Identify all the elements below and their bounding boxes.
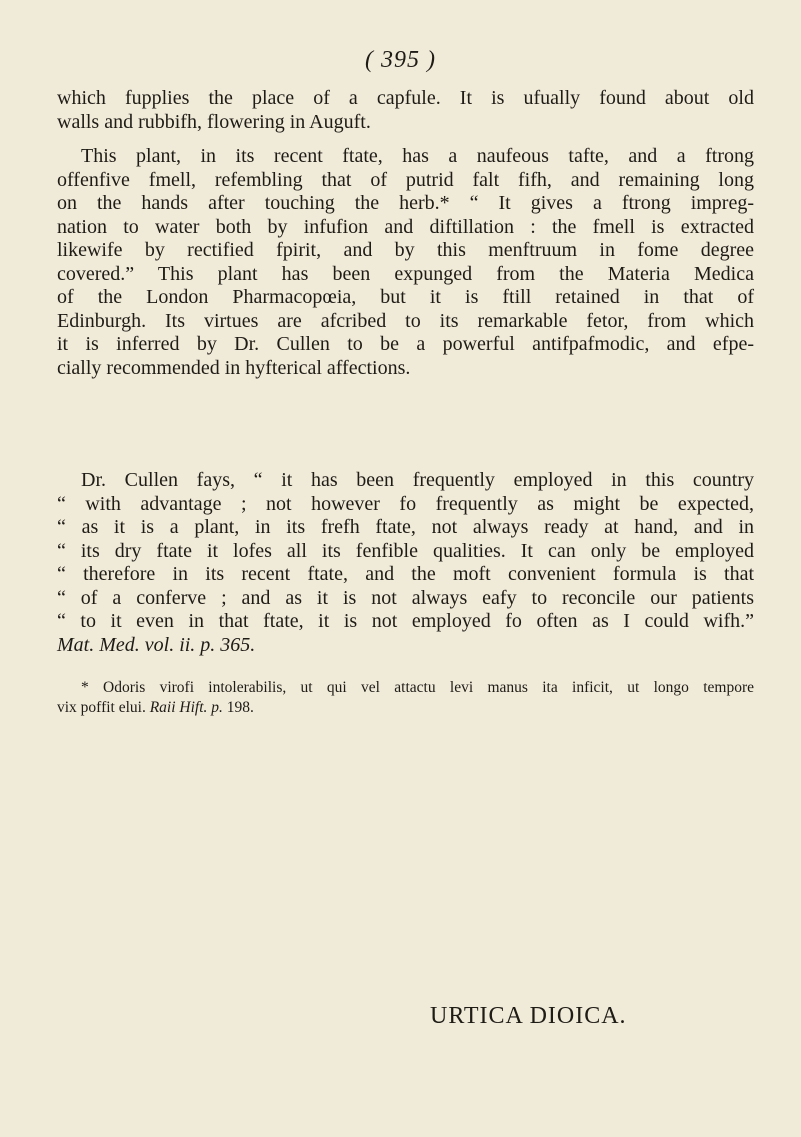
footnote [57, 678, 754, 718]
text-line: covered.” This plant has been expunged from the Materia Medica [57, 262, 754, 285]
text-line: walls and rubbifh, flowering in Auguft. [57, 110, 371, 133]
paragraph-3 [57, 469, 754, 657]
citation-text: Mat. Med. vol. ii. p. 365. [57, 633, 256, 656]
text-line: Edinburgh. Its virtues are afcribed to its remarkable fetor, from which [57, 309, 754, 332]
paragraph-1 [57, 87, 754, 134]
text-line: on the hands after touching the herb.* “ It gives a ftrong impreg- [57, 192, 754, 214]
text-line: “ its dry ftate it lofes all its fenfible qualities. It can only be employed [57, 539, 754, 562]
text-line: nation to water both by infufion and diftillation : the fmell is extracted [57, 215, 754, 238]
footnote-line [57, 698, 754, 718]
text-line: it is inferred by Dr. Cullen to be a powerful antifpafmodic, and efpe- [57, 333, 754, 355]
text-line: This plant, in its recent ftate, has a naufeous tafte, and a ftrong [81, 145, 754, 167]
footnote-citation: Raii Hift. p. [149, 699, 223, 716]
text-line: offenfive fmell, refembling that of putrid falt fifh, and remaining long [57, 168, 754, 191]
text-line: “ of a conferve ; and as it is not always eafy to reconcile our patients [57, 586, 754, 609]
text-line: “ therefore in its recent ftate, and the moft convenient formula is that [57, 563, 754, 585]
footnote-page: 198. [222, 699, 254, 716]
text-line: Dr. Cullen fays, “ it has been frequently employed in this country [81, 469, 754, 491]
footnote-text: vix poffit elui. [57, 699, 150, 716]
paragraph-2 [57, 145, 754, 380]
text-line: cially recommended in hyfterical affections. [57, 356, 411, 379]
text-line: “ as it is a plant, in its frefh ftate, not always ready at hand, and in [57, 516, 754, 538]
text-line: “ with advantage ; not however fo frequently as might be expected, [57, 492, 754, 515]
next-section-heading: URTICA DIOICA. [430, 1003, 627, 1029]
text-line: which fupplies the place of a capfule. It is ufually found about old [57, 87, 754, 109]
text-line: of the London Pharmacopœia, but it is ftill retained in that of [57, 286, 754, 308]
page-number: ( 395 ) [365, 47, 436, 73]
text-line: “ to it even in that ftate, it is not employed fo often as I could wifh.” [57, 610, 754, 632]
citation [57, 634, 754, 658]
text-line: likewife by rectified fpirit, and by this menftruum in fome degree [57, 239, 754, 261]
footnote-line: * Odoris virofi intolerabilis, ut qui vel attactu levi manus ita inficit, ut longo tempore [81, 679, 754, 696]
